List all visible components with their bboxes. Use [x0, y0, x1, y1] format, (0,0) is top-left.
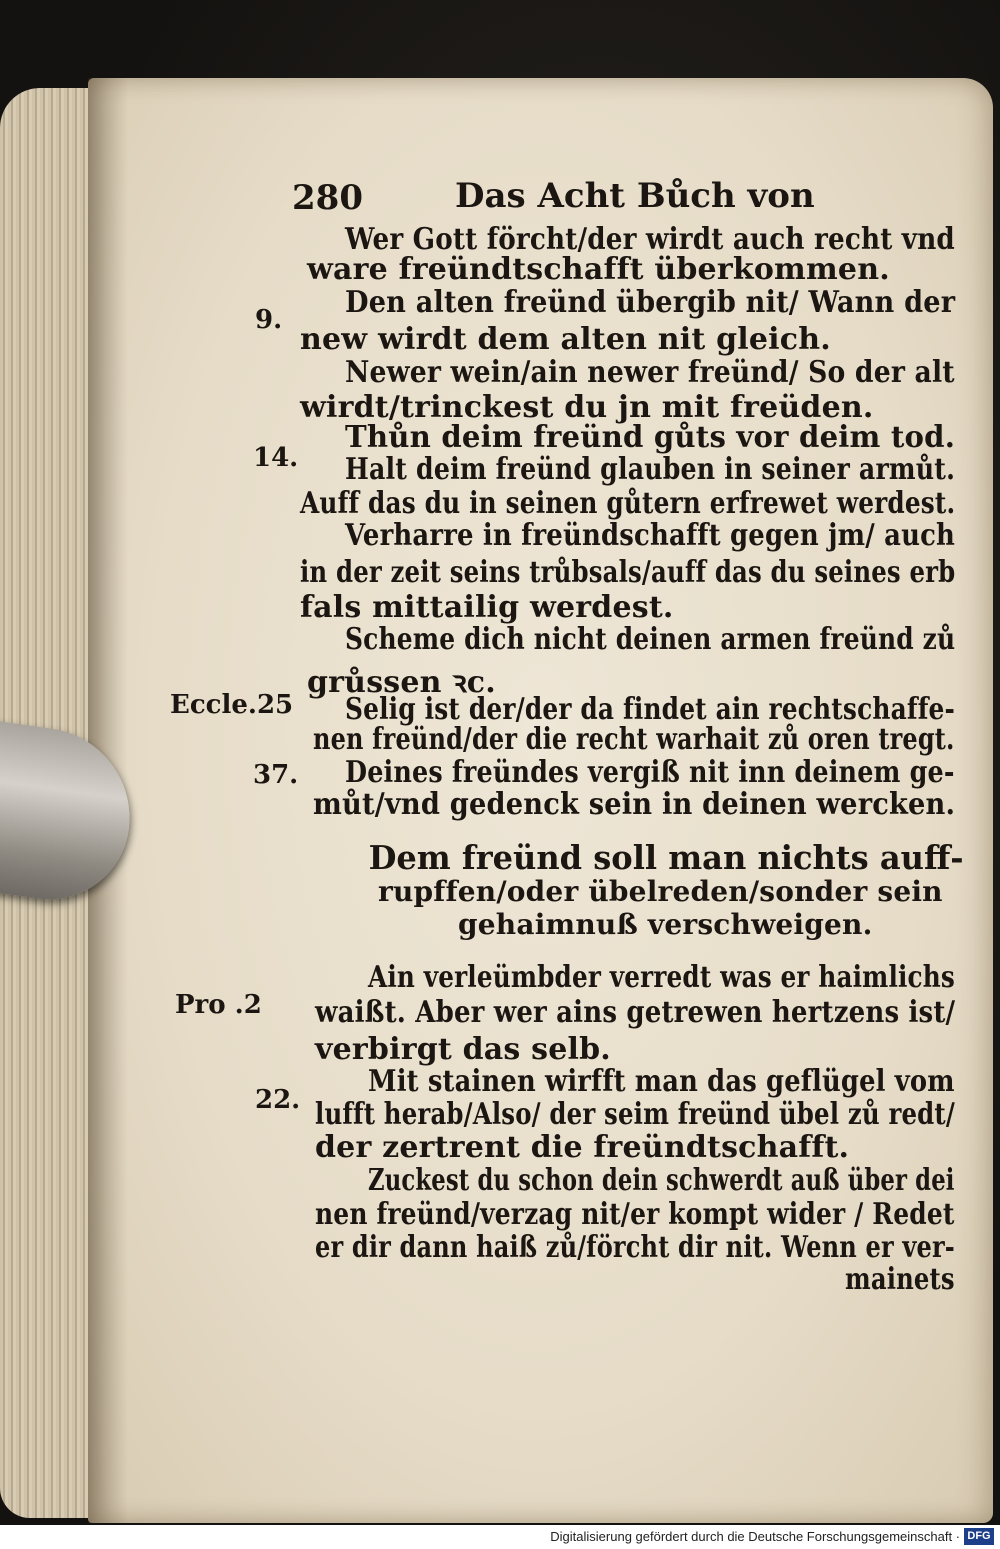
text-line: fals mittailig werdest. [300, 590, 674, 625]
text-line: ware freündtschafft überkommen. [307, 252, 890, 287]
running-title: Das Acht Bůch von [455, 176, 815, 216]
text-line: Deines freündes vergiß nit inn deinem ge- [345, 755, 955, 790]
section-heading-line: gehaimnuß verschweigen. [458, 908, 873, 941]
text-line: Newer wein/ain newer freünd/ So der alt [345, 355, 955, 390]
text-line: in der zeit seins trůbsals/auff das du seines erb [300, 555, 956, 590]
text-line: waißt. Aber wer ains getrewen hertzens ist/ [315, 995, 956, 1030]
catchword: mainets [845, 1262, 955, 1297]
text-line: nen freünd/der die recht warhait zů oren tregt. [313, 722, 955, 757]
text-line: new wirdt dem alten nit gleich. [300, 322, 831, 357]
text-line: Verharre in freündschafft gegen jm/ auch [345, 518, 956, 553]
text-line: Selig ist der/der da findet ain rechtschaffe- [345, 692, 956, 727]
text-line: Halt deim freünd glauben in seiner armůt. [345, 452, 956, 487]
text-line: wirdt/trinckest du jn mit freüden. [300, 390, 874, 425]
section-heading-line: rupffen/oder übelreden/sonder sein [378, 875, 943, 908]
text-line: lufft herab/Also/ der seim freünd übel zů redt/ [315, 1097, 955, 1132]
text-line: Wer Gott förcht/der wirdt auch recht vnd [345, 222, 955, 257]
margin-note: Pro .2 [175, 990, 262, 1020]
text-line: der zertrent die freündtschafft. [315, 1130, 850, 1165]
text-line: Zuckest du schon dein schwerdt auß über dei [368, 1163, 955, 1198]
margin-note: 37. [253, 760, 299, 790]
margin-note: 22. [255, 1085, 301, 1115]
text-line: Den alten freünd übergib nit/ Wann der [345, 285, 956, 320]
text-line: Ain verleümbder verredt was er haimlichs [368, 960, 955, 995]
margin-note: 14. [253, 443, 299, 473]
text-line: Thůn deim freünd gůts vor deim tod. [345, 420, 956, 455]
section-heading-line: Dem freünd soll man nichts auff- [368, 838, 964, 877]
text-line: verbirgt das selb. [315, 1032, 611, 1067]
margin-note: Eccle.25 [170, 690, 294, 720]
text-line: grůssen ꝛc. [307, 665, 496, 700]
text-line: Mit stainen wirfft man das geflügel vom [368, 1064, 955, 1099]
text-line: Auff das du in seinen gůtern erfrewet werdest. [300, 486, 956, 521]
text-line: er dir dann haiß zů/förcht dir nit. Wenn er ver- [315, 1230, 955, 1265]
text-line: můt/vnd gedenck sein in deinen wercken. [313, 787, 956, 822]
margin-note: 9. [255, 305, 283, 335]
text-line: Scheme dich nicht deinen armen freünd zů [345, 622, 956, 657]
page-number: 280 [292, 178, 363, 218]
text-line: nen freünd/verzag nit/er kompt wider / Redet [315, 1197, 955, 1232]
footer-credit: Digitalisierung gefördert durch die Deutsche Forschungsgemeinschaft · [550, 1529, 960, 1544]
dfg-logo: DFG [964, 1528, 994, 1545]
